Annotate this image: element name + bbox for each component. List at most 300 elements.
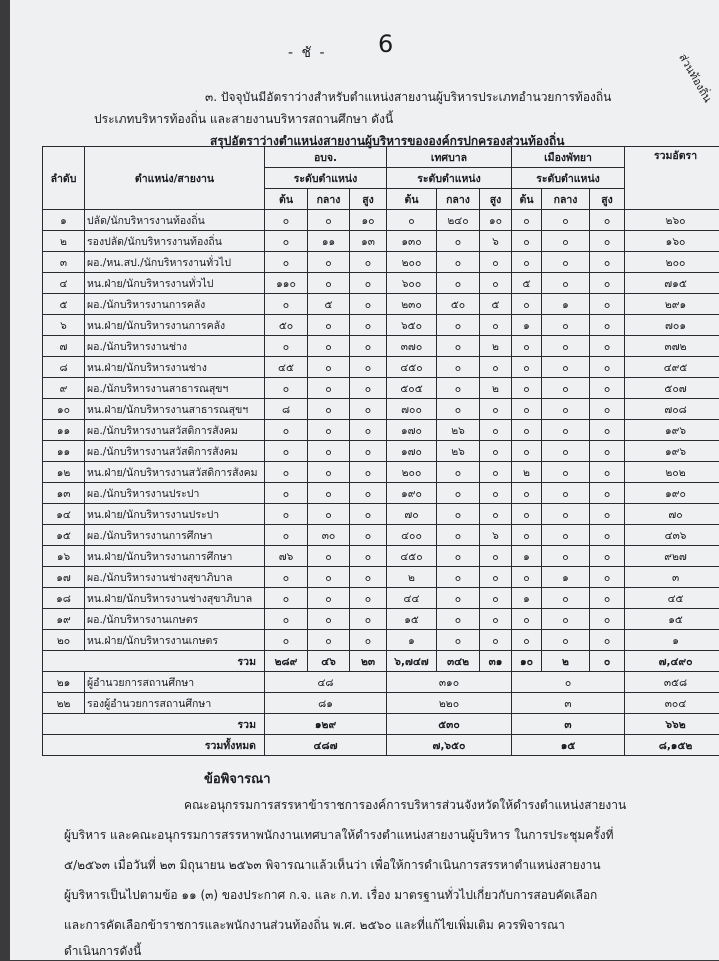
grand-total-muni: ๗,๖๕๐ bbox=[387, 735, 512, 756]
row-value: ๐ bbox=[590, 483, 625, 504]
row-value: ๐ bbox=[590, 420, 625, 441]
table-row bbox=[43, 483, 719, 504]
row-seq: ๙ bbox=[43, 378, 85, 399]
row-value: ๐ bbox=[308, 357, 350, 378]
row-value: ๐ bbox=[265, 252, 308, 273]
row-value: ๐ bbox=[350, 588, 387, 609]
row-value: ๐ bbox=[437, 252, 480, 273]
vacancy-table bbox=[42, 146, 719, 756]
row-seq: ๑๖ bbox=[43, 546, 85, 567]
row-value: ๔๕๐ bbox=[387, 546, 437, 567]
row-total: ๒๐๐ bbox=[625, 252, 719, 273]
row-value: ๐ bbox=[308, 609, 350, 630]
table-row bbox=[43, 630, 719, 651]
table-row bbox=[43, 546, 719, 567]
header-high: สูง bbox=[480, 189, 512, 210]
table-row bbox=[43, 462, 719, 483]
row-value: ๐ bbox=[437, 231, 480, 252]
row-position: ผอ./นักบริหารงานสวัสดิการสังคม bbox=[85, 420, 265, 441]
row-value: ๐ bbox=[512, 210, 542, 231]
row-position: หน.ฝ่าย/นักบริหารงานช่างสุขาภิบาล bbox=[85, 588, 265, 609]
table-row bbox=[43, 336, 719, 357]
row-value: ๑ bbox=[512, 588, 542, 609]
table-row bbox=[43, 210, 719, 231]
row-value: ๐ bbox=[542, 231, 590, 252]
row-value: ๕๐ bbox=[265, 315, 308, 336]
row-value: ๐ bbox=[350, 315, 387, 336]
header-low: ต้น bbox=[387, 189, 437, 210]
row-value: ๐ bbox=[590, 462, 625, 483]
row-seq: ๑๗ bbox=[43, 567, 85, 588]
row-obj-total: ๘๑ bbox=[265, 693, 387, 714]
row-value: ๐ bbox=[437, 399, 480, 420]
row-value: ๐ bbox=[590, 336, 625, 357]
row-seq: ๑๑ bbox=[43, 420, 85, 441]
row-value: ๐ bbox=[480, 273, 512, 294]
row-value: ๐ bbox=[590, 399, 625, 420]
row-value: ๒๐๐ bbox=[387, 462, 437, 483]
row-value: ๐ bbox=[308, 252, 350, 273]
header-position: ตำแหน่ง/สายงาน bbox=[85, 147, 265, 210]
row-seq: ๘ bbox=[43, 357, 85, 378]
row-seq: ๑๓ bbox=[43, 483, 85, 504]
row-value: ๑ bbox=[542, 567, 590, 588]
row-value: ๐ bbox=[265, 504, 308, 525]
row-value: ๐ bbox=[437, 357, 480, 378]
side-text: ส่วนท้องถิ่น bbox=[674, 50, 717, 106]
header-obj: อบจ. bbox=[265, 147, 387, 168]
row-value: ๐ bbox=[350, 462, 387, 483]
row-value: ๐ bbox=[542, 546, 590, 567]
row-value: ๐ bbox=[387, 210, 437, 231]
row-position: ปลัด/นักบริหารงานท้องถิ่น bbox=[85, 210, 265, 231]
grand-total-total: ๘,๑๕๒ bbox=[625, 735, 719, 756]
table-row bbox=[43, 525, 719, 546]
table-row bbox=[43, 294, 719, 315]
row-value: ๐ bbox=[512, 567, 542, 588]
row-value: ๐ bbox=[265, 630, 308, 651]
row-value: ๐ bbox=[480, 546, 512, 567]
row-value: ๐ bbox=[480, 252, 512, 273]
row-seq: ๑๘ bbox=[43, 588, 85, 609]
row-position: ผอ./นักบริหารงานช่างสุขาภิบาล bbox=[85, 567, 265, 588]
row-value: ๐ bbox=[590, 357, 625, 378]
row-total: ๔๓๖ bbox=[625, 525, 719, 546]
row-value: ๑ bbox=[387, 630, 437, 651]
row-total: ๒๖๐ bbox=[625, 210, 719, 231]
header-level-obj: ระดับตำแหน่ง bbox=[265, 168, 387, 189]
row-value: ๐ bbox=[542, 315, 590, 336]
row-value: ๐ bbox=[437, 588, 480, 609]
row-obj-total: ๔๘ bbox=[265, 672, 387, 693]
row-seq: ๑๑ bbox=[43, 441, 85, 462]
row-total: ๑๙๖ bbox=[625, 441, 719, 462]
row-seq: ๑๕ bbox=[43, 525, 85, 546]
row-value: ๐ bbox=[590, 441, 625, 462]
row-value: ๐ bbox=[590, 546, 625, 567]
consideration-line: ๕/๒๕๖๓ เมื่อวันที่ ๒๓ มิถุนายน ๒๕๖๓ พิจารณาแล้วเห็นว่า เพื่อให้การดำเนินการสรรหาตำแหน่งสายงาน bbox=[64, 856, 601, 875]
row-value: ๑ bbox=[512, 315, 542, 336]
header-level-muni: ระดับตำแหน่ง bbox=[387, 168, 512, 189]
row-position: รองผู้อำนวยการสถานศึกษา bbox=[85, 693, 265, 714]
row-position: ผอ./นักบริหารงานสาธารณสุขฯ bbox=[85, 378, 265, 399]
subtotal-value: ๓๔๒ bbox=[437, 651, 480, 672]
row-value: ๐ bbox=[542, 357, 590, 378]
row-total: ๒๙๑ bbox=[625, 294, 719, 315]
row-seq: ๒๐ bbox=[43, 630, 85, 651]
row-value: ๒ bbox=[480, 378, 512, 399]
subtotal-value: ๓๑ bbox=[480, 651, 512, 672]
row-value: ๐ bbox=[265, 441, 308, 462]
row-seq: ๒๑ bbox=[43, 672, 85, 693]
row-value: ๐ bbox=[512, 441, 542, 462]
row-total: ๔๙๕ bbox=[625, 357, 719, 378]
row-value: ๐ bbox=[308, 378, 350, 399]
row-value: ๑๑ bbox=[308, 231, 350, 252]
row-position: หน.ฝ่าย/นักบริหารงานการศึกษา bbox=[85, 546, 265, 567]
row-value: ๐ bbox=[308, 630, 350, 651]
subtotal-value: ๖,๗๔๗ bbox=[387, 651, 437, 672]
page-number: 6 bbox=[378, 30, 393, 58]
row-value: ๐ bbox=[265, 420, 308, 441]
header-pattaya: เมืองพัทยา bbox=[512, 147, 625, 168]
row-value: ๒๓๐ bbox=[387, 294, 437, 315]
row-value: ๐ bbox=[590, 294, 625, 315]
row-value: ๐ bbox=[542, 462, 590, 483]
row-value: ๐ bbox=[265, 609, 308, 630]
subtotal-label: รวม bbox=[43, 651, 265, 672]
row-value: ๔๕ bbox=[265, 357, 308, 378]
row-value: ๐ bbox=[308, 399, 350, 420]
table-row bbox=[43, 693, 719, 714]
row-value: ๐ bbox=[350, 336, 387, 357]
row-value: ๐ bbox=[437, 336, 480, 357]
row-value: ๐ bbox=[350, 378, 387, 399]
table-row bbox=[43, 273, 719, 294]
row-value: ๐ bbox=[350, 273, 387, 294]
row-value: ๔๕๐ bbox=[387, 357, 437, 378]
heading-line-2: ประเภทบริหารท้องถิ่น และสายงานบริหารสถานศึกษา ดังนี้ bbox=[94, 110, 393, 129]
table-row bbox=[43, 357, 719, 378]
row-value: ๐ bbox=[590, 525, 625, 546]
row-value: ๑๗๐ bbox=[387, 441, 437, 462]
row-seq: ๒ bbox=[43, 231, 85, 252]
subtotal-value: ๒๓ bbox=[350, 651, 387, 672]
row-value: ๑ bbox=[542, 294, 590, 315]
row-value: ๐ bbox=[308, 315, 350, 336]
row-total: ๓๗๒ bbox=[625, 336, 719, 357]
row-value: ๐ bbox=[265, 567, 308, 588]
row-value: ๗๖ bbox=[265, 546, 308, 567]
row-seq: ๕ bbox=[43, 294, 85, 315]
row-value: ๐ bbox=[512, 399, 542, 420]
row-position: หน.ฝ่าย/นักบริหารงานสาธารณสุขฯ bbox=[85, 399, 265, 420]
header-seq: ลำดับ bbox=[43, 147, 85, 210]
row-value: ๔๔ bbox=[387, 588, 437, 609]
row-value: ๓๐ bbox=[308, 525, 350, 546]
row-value: ๐ bbox=[590, 567, 625, 588]
row-value: ๐ bbox=[350, 630, 387, 651]
row-value: ๕ bbox=[512, 273, 542, 294]
row-value: ๐ bbox=[265, 378, 308, 399]
row-value: ๐ bbox=[542, 420, 590, 441]
row-value: ๑๓๐ bbox=[387, 231, 437, 252]
row-value: ๐ bbox=[308, 567, 350, 588]
grand-total-row bbox=[43, 735, 719, 756]
row-value: ๕๐ bbox=[437, 294, 480, 315]
row-value: ๐ bbox=[308, 483, 350, 504]
row-value: ๐ bbox=[542, 378, 590, 399]
row-value: ๐ bbox=[480, 315, 512, 336]
header-total: รวมอัตรา bbox=[625, 147, 719, 210]
row-value: ๐ bbox=[480, 462, 512, 483]
header-high: สูง bbox=[350, 189, 387, 210]
row-value: ๐ bbox=[542, 630, 590, 651]
row-value: ๐ bbox=[590, 378, 625, 399]
row-value: ๐ bbox=[308, 210, 350, 231]
row-value: ๐ bbox=[480, 399, 512, 420]
row-value: ๐ bbox=[480, 504, 512, 525]
row-value: ๐ bbox=[265, 525, 308, 546]
row-total: ๑๙๖ bbox=[625, 420, 719, 441]
row-value: ๐ bbox=[308, 546, 350, 567]
row-value: ๐ bbox=[542, 399, 590, 420]
header-low: ต้น bbox=[265, 189, 308, 210]
row-value: ๐ bbox=[590, 504, 625, 525]
row-value: ๐ bbox=[308, 273, 350, 294]
row-value: ๐ bbox=[308, 504, 350, 525]
row-value: ๐ bbox=[265, 462, 308, 483]
row-value: ๗๐๐ bbox=[387, 399, 437, 420]
row-value: ๐ bbox=[512, 378, 542, 399]
row-position: ผอ./นักบริหารงานการคลัง bbox=[85, 294, 265, 315]
row-value: ๐ bbox=[350, 357, 387, 378]
row-value: ๐ bbox=[350, 252, 387, 273]
consideration-heading: ข้อพิจารณา bbox=[204, 768, 271, 789]
subtotal-value: ๑๐ bbox=[512, 651, 542, 672]
table-row bbox=[43, 252, 719, 273]
row-value: ๖๐๐ bbox=[387, 273, 437, 294]
row-value: ๐ bbox=[512, 294, 542, 315]
row-value: ๑๐ bbox=[480, 210, 512, 231]
row-total: ๓ bbox=[625, 567, 719, 588]
header-low: ต้น bbox=[512, 189, 542, 210]
row-total: ๗๐๘ bbox=[625, 399, 719, 420]
row-value: ๐ bbox=[590, 273, 625, 294]
row-position: หน.ฝ่าย/นักบริหารงานประปา bbox=[85, 504, 265, 525]
row-value: ๐ bbox=[265, 210, 308, 231]
row-position: หน.ฝ่าย/นักบริหารงานช่าง bbox=[85, 357, 265, 378]
row-position: หน.ฝ่าย/นักบริหารงานเกษตร bbox=[85, 630, 265, 651]
row-value: ๐ bbox=[542, 441, 590, 462]
header-level-pattaya: ระดับตำแหน่ง bbox=[512, 168, 625, 189]
row-seq: ๓ bbox=[43, 252, 85, 273]
row-total: ๗๐ bbox=[625, 504, 719, 525]
row-muni-total: ๓๑๐ bbox=[387, 672, 512, 693]
row-value: ๐ bbox=[512, 630, 542, 651]
row-total: ๕๐๗ bbox=[625, 378, 719, 399]
row-pattaya-total: ๐ bbox=[512, 672, 625, 693]
subtotal-muni: ๕๓๐ bbox=[387, 714, 512, 735]
table-row bbox=[43, 504, 719, 525]
row-value: ๐ bbox=[350, 441, 387, 462]
row-seq: ๑ bbox=[43, 210, 85, 231]
row-value: ๐ bbox=[265, 231, 308, 252]
row-total: ๙๒๗ bbox=[625, 546, 719, 567]
row-value: ๓๗๐ bbox=[387, 336, 437, 357]
row-value: ๐ bbox=[308, 588, 350, 609]
row-position: ผอ./นักบริหารงานช่าง bbox=[85, 336, 265, 357]
row-value: ๑๐ bbox=[350, 210, 387, 231]
header-high: สูง bbox=[590, 189, 625, 210]
row-position: รองปลัด/นักบริหารงานท้องถิ่น bbox=[85, 231, 265, 252]
row-value: ๐ bbox=[308, 462, 350, 483]
row-total: ๓๕๘ bbox=[625, 672, 719, 693]
row-value: ๑๙๐ bbox=[387, 483, 437, 504]
row-value: ๐ bbox=[350, 609, 387, 630]
header-mid: กลาง bbox=[308, 189, 350, 210]
row-position: ผอ./หน.สป./นักบริหารงานทั่วไป bbox=[85, 252, 265, 273]
subtotal-total: ๗,๔๙๐ bbox=[625, 651, 719, 672]
subtotal-value: ๐ bbox=[590, 651, 625, 672]
row-value: ๑๕ bbox=[387, 609, 437, 630]
grand-total-label: รวมทั้งหมด bbox=[43, 735, 265, 756]
row-value: ๐ bbox=[512, 483, 542, 504]
row-value: ๐ bbox=[512, 357, 542, 378]
row-value: ๐ bbox=[512, 231, 542, 252]
row-seq: ๑๙ bbox=[43, 609, 85, 630]
row-value: ๐ bbox=[437, 504, 480, 525]
row-value: ๖ bbox=[480, 231, 512, 252]
row-value: ๐ bbox=[265, 483, 308, 504]
row-seq: ๒๒ bbox=[43, 693, 85, 714]
subtotal-value: ๒ bbox=[542, 651, 590, 672]
row-value: ๐ bbox=[350, 483, 387, 504]
row-value: ๑๑๐ bbox=[265, 273, 308, 294]
row-value: ๐ bbox=[350, 546, 387, 567]
row-value: ๐ bbox=[265, 336, 308, 357]
page-mark: - ชั - bbox=[288, 42, 327, 64]
row-value: ๐ bbox=[542, 273, 590, 294]
row-value: ๐ bbox=[542, 588, 590, 609]
table-row bbox=[43, 231, 719, 252]
row-value: ๐ bbox=[308, 336, 350, 357]
row-position: หน.ฝ่าย/นักบริหารงานการคลัง bbox=[85, 315, 265, 336]
row-seq: ๑๔ bbox=[43, 504, 85, 525]
row-seq: ๗ bbox=[43, 336, 85, 357]
row-seq: ๑๒ bbox=[43, 462, 85, 483]
row-value: ๐ bbox=[542, 525, 590, 546]
row-value: ๐ bbox=[512, 525, 542, 546]
row-value: ๖๕๐ bbox=[387, 315, 437, 336]
row-value: ๐ bbox=[350, 420, 387, 441]
row-value: ๐ bbox=[590, 252, 625, 273]
row-value: ๐ bbox=[590, 630, 625, 651]
row-value: ๐ bbox=[350, 504, 387, 525]
table-row bbox=[43, 609, 719, 630]
row-value: ๐ bbox=[437, 630, 480, 651]
header-mid: กลาง bbox=[542, 189, 590, 210]
row-value: ๐ bbox=[512, 336, 542, 357]
row-total: ๑ bbox=[625, 630, 719, 651]
row-value: ๐ bbox=[480, 588, 512, 609]
table-row bbox=[43, 378, 719, 399]
row-value: ๐ bbox=[350, 525, 387, 546]
row-value: ๒ bbox=[512, 462, 542, 483]
subtotal-total: ๖๖๒ bbox=[625, 714, 719, 735]
row-value: ๐ bbox=[542, 483, 590, 504]
consideration-line: ผู้บริหาร และคณะอนุกรรมการสรรหาพนักงานเทศบาลให้ดำรงตำแหน่งสายงานผู้บริหาร ในการประชุมครั้งที่ bbox=[64, 826, 614, 845]
row-value: ๘ bbox=[265, 399, 308, 420]
row-value: ๐ bbox=[437, 609, 480, 630]
table-row bbox=[43, 399, 719, 420]
header-mid: กลาง bbox=[437, 189, 480, 210]
row-value: ๐ bbox=[590, 588, 625, 609]
row-position: ผอ./นักบริหารงานสวัสดิการสังคม bbox=[85, 441, 265, 462]
row-value: ๐ bbox=[512, 420, 542, 441]
row-position: ผอ./นักบริหารงานการศึกษา bbox=[85, 525, 265, 546]
row-position: ผอ./นักบริหารงานประปา bbox=[85, 483, 265, 504]
row-value: ๒ bbox=[480, 336, 512, 357]
row-value: ๐ bbox=[437, 462, 480, 483]
row-value: ๕ bbox=[308, 294, 350, 315]
row-total: ๗๑๕ bbox=[625, 273, 719, 294]
row-value: ๐ bbox=[590, 210, 625, 231]
row-value: ๒๖ bbox=[437, 420, 480, 441]
row-position: หน.ฝ่าย/นักบริหารงานสวัสดิการสังคม bbox=[85, 462, 265, 483]
row-value: ๐ bbox=[437, 315, 480, 336]
row-value: ๔๐๐ bbox=[387, 525, 437, 546]
row-value: ๒ bbox=[387, 567, 437, 588]
heading-line-1: ๓. ปัจจุบันมีอัตราว่างสำหรับตำแหน่งสายงานผู้บริหารประเภทอำนวยการท้องถิ่น bbox=[205, 88, 611, 107]
row-value: ๐ bbox=[542, 609, 590, 630]
row-value: ๕๐๕ bbox=[387, 378, 437, 399]
row-value: ๐ bbox=[308, 441, 350, 462]
row-value: ๒๔๐ bbox=[437, 210, 480, 231]
table-row bbox=[43, 672, 719, 693]
subtotal-obj: ๑๒๙ bbox=[265, 714, 387, 735]
row-value: ๐ bbox=[437, 546, 480, 567]
row-value: ๐ bbox=[590, 609, 625, 630]
table-row bbox=[43, 588, 719, 609]
row-seq: ๖ bbox=[43, 315, 85, 336]
row-value: ๐ bbox=[437, 273, 480, 294]
row-value: ๐ bbox=[480, 441, 512, 462]
table-title: สรุปอัตราว่างตำแหน่งสายงานผู้บริหารขององค์กรปกครองส่วนท้องถิ่น bbox=[210, 132, 564, 151]
row-value: ๑๗๐ bbox=[387, 420, 437, 441]
row-total: ๓๐๔ bbox=[625, 693, 719, 714]
row-value: ๐ bbox=[350, 294, 387, 315]
subtotal-value: ๔๖ bbox=[308, 651, 350, 672]
row-value: ๐ bbox=[437, 483, 480, 504]
row-total: ๔๕ bbox=[625, 588, 719, 609]
row-value: ๐ bbox=[480, 483, 512, 504]
row-value: ๐ bbox=[480, 420, 512, 441]
row-total: ๑๖๐ bbox=[625, 231, 719, 252]
row-value: ๐ bbox=[542, 210, 590, 231]
row-position: ผู้อำนวยการสถานศึกษา bbox=[85, 672, 265, 693]
row-value: ๐ bbox=[480, 357, 512, 378]
row-value: ๒๐๐ bbox=[387, 252, 437, 273]
table-row bbox=[43, 567, 719, 588]
consideration-line: คณะอนุกรรมการสรรหาข้าราชการองค์การบริหารส่วนจังหวัดให้ดำรงตำแหน่งสายงาน bbox=[184, 796, 626, 815]
subtotal-value: ๒๘๙ bbox=[265, 651, 308, 672]
row-value: ๐ bbox=[265, 588, 308, 609]
row-value: ๐ bbox=[512, 609, 542, 630]
row-value: ๐ bbox=[265, 294, 308, 315]
row-value: ๐ bbox=[590, 231, 625, 252]
row-value: ๐ bbox=[437, 525, 480, 546]
